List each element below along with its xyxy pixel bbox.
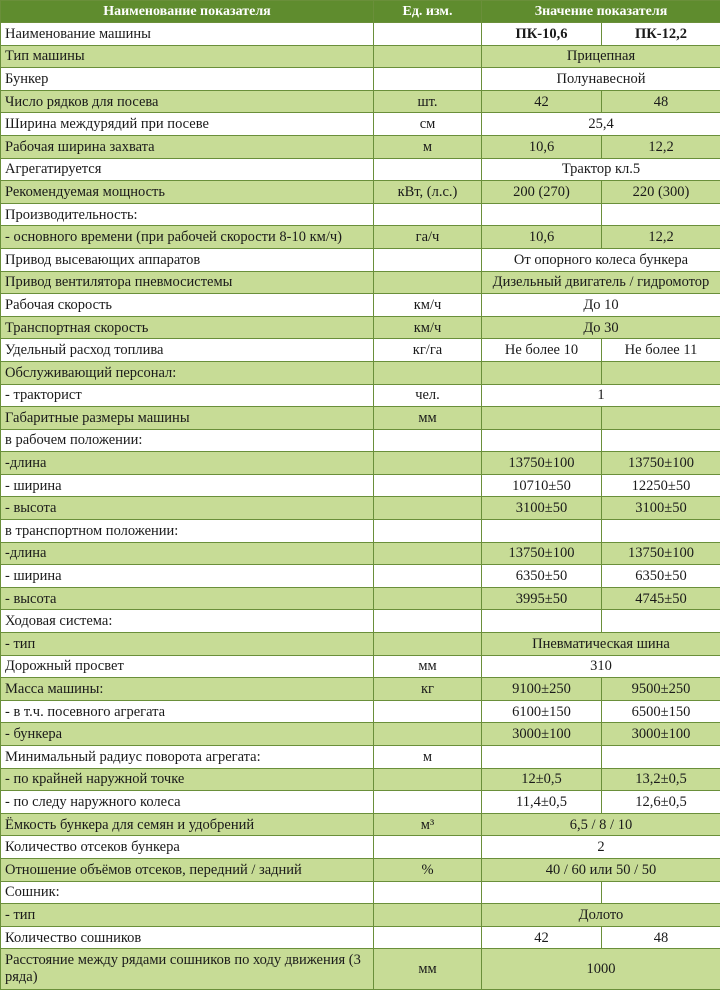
value-pk-12-2 bbox=[602, 429, 720, 452]
parameter-name: - по следу наружного колеса bbox=[1, 791, 374, 814]
unit-cell bbox=[374, 768, 482, 791]
parameter-name: - высота bbox=[1, 587, 374, 610]
value-pk-10-6: 3100±50 bbox=[482, 497, 602, 520]
table-row bbox=[1, 474, 720, 497]
value-merged: Трактор кл.5 bbox=[482, 158, 720, 181]
unit-cell bbox=[374, 520, 482, 543]
table-row bbox=[1, 226, 720, 249]
unit-cell: га/ч bbox=[374, 226, 482, 249]
table-row bbox=[1, 881, 720, 904]
parameter-name: в транспортном положении: bbox=[1, 520, 374, 543]
header-row bbox=[1, 1, 720, 23]
parameter-name: Минимальный радиус поворота агрегата: bbox=[1, 746, 374, 769]
table-row bbox=[1, 723, 720, 746]
unit-cell bbox=[374, 700, 482, 723]
value-pk-12-2: 12,6±0,5 bbox=[602, 791, 720, 814]
table-row bbox=[1, 339, 720, 362]
table-row bbox=[1, 68, 720, 91]
table-row bbox=[1, 294, 720, 317]
parameter-name: - высота bbox=[1, 497, 374, 520]
value-merged: Полунавесной bbox=[482, 68, 720, 91]
table-row bbox=[1, 926, 720, 949]
value-merged: 1000 bbox=[482, 949, 720, 990]
parameter-name: Дорожный просвет bbox=[1, 655, 374, 678]
table-row bbox=[1, 655, 720, 678]
value-merged: Прицепная bbox=[482, 45, 720, 68]
table-row bbox=[1, 542, 720, 565]
table-row bbox=[1, 407, 720, 430]
table-row bbox=[1, 858, 720, 881]
unit-cell bbox=[374, 633, 482, 656]
unit-cell bbox=[374, 452, 482, 475]
unit-cell bbox=[374, 904, 482, 927]
value-merged: Дизельный двигатель / гидромотор bbox=[482, 271, 720, 294]
unit-cell: кг/га bbox=[374, 339, 482, 362]
value-pk-12-2: 6350±50 bbox=[602, 565, 720, 588]
value-pk-10-6: 10710±50 bbox=[482, 474, 602, 497]
value-pk-12-2 bbox=[602, 361, 720, 384]
table-row bbox=[1, 361, 720, 384]
value-pk-10-6: 42 bbox=[482, 90, 602, 113]
value-pk-10-6 bbox=[482, 429, 602, 452]
value-pk-12-2 bbox=[602, 746, 720, 769]
value-pk-10-6: 13750±100 bbox=[482, 452, 602, 475]
parameter-name: Отношение объёмов отсеков, передний / задний bbox=[1, 858, 374, 881]
parameter-name: Обслуживающий персонал: bbox=[1, 361, 374, 384]
value-merged: От опорного колеса бункера bbox=[482, 248, 720, 271]
value-merged: 310 bbox=[482, 655, 720, 678]
value-pk-12-2 bbox=[602, 881, 720, 904]
value-pk-10-6 bbox=[482, 881, 602, 904]
value-pk-10-6: 42 bbox=[482, 926, 602, 949]
value-pk-12-2: 4745±50 bbox=[602, 587, 720, 610]
table-row bbox=[1, 610, 720, 633]
value-pk-12-2: 220 (300) bbox=[602, 181, 720, 204]
value-pk-12-2: 3000±100 bbox=[602, 723, 720, 746]
parameter-name: Бункер bbox=[1, 68, 374, 91]
unit-cell: м³ bbox=[374, 813, 482, 836]
table-row bbox=[1, 565, 720, 588]
table-row bbox=[1, 633, 720, 656]
table-row bbox=[1, 203, 720, 226]
parameter-name: - тип bbox=[1, 904, 374, 927]
value-pk-10-6 bbox=[482, 361, 602, 384]
parameter-name: Рекомендуемая мощность bbox=[1, 181, 374, 204]
unit-cell bbox=[374, 542, 482, 565]
value-merged: Пневматическая шина bbox=[482, 633, 720, 656]
parameter-name: - бункера bbox=[1, 723, 374, 746]
table-row bbox=[1, 384, 720, 407]
value-pk-10-6: Не более 10 bbox=[482, 339, 602, 362]
value-merged: 6,5 / 8 / 10 bbox=[482, 813, 720, 836]
unit-cell bbox=[374, 45, 482, 68]
value-merged: 40 / 60 или 50 / 50 bbox=[482, 858, 720, 881]
parameter-name: Количество отсеков бункера bbox=[1, 836, 374, 859]
header-name: Наименование показателя bbox=[1, 1, 374, 23]
value-pk-10-6: ПК-10,6 bbox=[482, 23, 602, 46]
parameter-name: - по крайней наружной точке bbox=[1, 768, 374, 791]
table-row bbox=[1, 678, 720, 701]
parameter-name: в рабочем положении: bbox=[1, 429, 374, 452]
parameter-name: Тип машины bbox=[1, 45, 374, 68]
unit-cell bbox=[374, 723, 482, 746]
table-row bbox=[1, 497, 720, 520]
value-pk-12-2 bbox=[602, 407, 720, 430]
table-row bbox=[1, 949, 720, 990]
value-pk-12-2: 3100±50 bbox=[602, 497, 720, 520]
unit-cell bbox=[374, 497, 482, 520]
parameter-name: -длина bbox=[1, 452, 374, 475]
table-row bbox=[1, 836, 720, 859]
parameter-name: Привод вентилятора пневмосистемы bbox=[1, 271, 374, 294]
parameter-name: Масса машины: bbox=[1, 678, 374, 701]
table-body bbox=[1, 23, 720, 990]
value-pk-12-2: 13750±100 bbox=[602, 452, 720, 475]
value-pk-10-6: 3995±50 bbox=[482, 587, 602, 610]
table-row bbox=[1, 23, 720, 46]
unit-cell: км/ч bbox=[374, 294, 482, 317]
unit-cell bbox=[374, 271, 482, 294]
table-row bbox=[1, 768, 720, 791]
value-pk-10-6: 10,6 bbox=[482, 135, 602, 158]
unit-cell bbox=[374, 836, 482, 859]
value-pk-12-2: ПК-12,2 bbox=[602, 23, 720, 46]
unit-cell: кВт, (л.с.) bbox=[374, 181, 482, 204]
value-pk-10-6: 3000±100 bbox=[482, 723, 602, 746]
table-row bbox=[1, 587, 720, 610]
value-merged: Долото bbox=[482, 904, 720, 927]
unit-cell: кг bbox=[374, 678, 482, 701]
parameter-name: Привод высевающих аппаратов bbox=[1, 248, 374, 271]
table-row bbox=[1, 90, 720, 113]
value-pk-12-2: 13750±100 bbox=[602, 542, 720, 565]
parameter-name: Наименование машины bbox=[1, 23, 374, 46]
parameter-name: - тип bbox=[1, 633, 374, 656]
table-row bbox=[1, 113, 720, 136]
value-pk-12-2 bbox=[602, 610, 720, 633]
value-merged: 25,4 bbox=[482, 113, 720, 136]
table-row bbox=[1, 791, 720, 814]
value-pk-10-6: 6350±50 bbox=[482, 565, 602, 588]
value-pk-12-2: 12,2 bbox=[602, 135, 720, 158]
table-row bbox=[1, 700, 720, 723]
value-pk-12-2: 13,2±0,5 bbox=[602, 768, 720, 791]
table-row bbox=[1, 813, 720, 836]
table-row bbox=[1, 746, 720, 769]
unit-cell bbox=[374, 474, 482, 497]
unit-cell: шт. bbox=[374, 90, 482, 113]
value-pk-10-6 bbox=[482, 746, 602, 769]
parameter-name: - ширина bbox=[1, 474, 374, 497]
unit-cell: км/ч bbox=[374, 316, 482, 339]
parameter-name: Габаритные размеры машины bbox=[1, 407, 374, 430]
unit-cell bbox=[374, 565, 482, 588]
value-pk-10-6: 13750±100 bbox=[482, 542, 602, 565]
value-pk-12-2: Не более 11 bbox=[602, 339, 720, 362]
value-pk-12-2: 9500±250 bbox=[602, 678, 720, 701]
table-row bbox=[1, 248, 720, 271]
parameter-name: Агрегатируется bbox=[1, 158, 374, 181]
parameter-name: - основного времени (при рабочей скорости 8-10 км/ч) bbox=[1, 226, 374, 249]
unit-cell bbox=[374, 203, 482, 226]
value-pk-10-6: 200 (270) bbox=[482, 181, 602, 204]
unit-cell bbox=[374, 791, 482, 814]
value-pk-12-2: 12,2 bbox=[602, 226, 720, 249]
table-row bbox=[1, 181, 720, 204]
parameter-name: Производительность: bbox=[1, 203, 374, 226]
table-row bbox=[1, 316, 720, 339]
parameter-name: Сошник: bbox=[1, 881, 374, 904]
table-row bbox=[1, 135, 720, 158]
unit-cell bbox=[374, 587, 482, 610]
parameter-name: - тракторист bbox=[1, 384, 374, 407]
value-merged: До 10 bbox=[482, 294, 720, 317]
value-pk-12-2 bbox=[602, 520, 720, 543]
unit-cell bbox=[374, 610, 482, 633]
parameter-name: Расстояние между рядами сошников по ходу движения (3 ряда) bbox=[1, 949, 374, 990]
value-pk-10-6 bbox=[482, 520, 602, 543]
parameter-name: - в т.ч. посевного агрегата bbox=[1, 700, 374, 723]
parameter-name: - ширина bbox=[1, 565, 374, 588]
value-pk-10-6 bbox=[482, 407, 602, 430]
table-header bbox=[1, 1, 720, 23]
value-pk-12-2: 48 bbox=[602, 90, 720, 113]
table-row bbox=[1, 452, 720, 475]
unit-cell: чел. bbox=[374, 384, 482, 407]
table-row bbox=[1, 45, 720, 68]
parameter-name: Ширина междурядий при посеве bbox=[1, 113, 374, 136]
value-pk-10-6: 11,4±0,5 bbox=[482, 791, 602, 814]
table-row bbox=[1, 904, 720, 927]
parameter-name: -длина bbox=[1, 542, 374, 565]
value-pk-12-2: 12250±50 bbox=[602, 474, 720, 497]
value-merged: 1 bbox=[482, 384, 720, 407]
parameter-name: Число рядков для посева bbox=[1, 90, 374, 113]
unit-cell: мм bbox=[374, 949, 482, 990]
unit-cell bbox=[374, 361, 482, 384]
value-pk-12-2: 48 bbox=[602, 926, 720, 949]
parameter-name: Рабочая скорость bbox=[1, 294, 374, 317]
parameter-name: Рабочая ширина захвата bbox=[1, 135, 374, 158]
unit-cell: мм bbox=[374, 655, 482, 678]
table-row bbox=[1, 429, 720, 452]
unit-cell bbox=[374, 23, 482, 46]
unit-cell: м bbox=[374, 135, 482, 158]
parameter-name: Ходовая система: bbox=[1, 610, 374, 633]
header-value: Значение показателя bbox=[482, 1, 720, 23]
parameter-name: Ёмкость бункера для семян и удобрений bbox=[1, 813, 374, 836]
unit-cell bbox=[374, 158, 482, 181]
table-row bbox=[1, 520, 720, 543]
unit-cell bbox=[374, 429, 482, 452]
unit-cell: м bbox=[374, 746, 482, 769]
unit-cell: мм bbox=[374, 407, 482, 430]
unit-cell bbox=[374, 881, 482, 904]
unit-cell: см bbox=[374, 113, 482, 136]
unit-cell bbox=[374, 248, 482, 271]
unit-cell: % bbox=[374, 858, 482, 881]
value-merged: До 30 bbox=[482, 316, 720, 339]
value-merged: 2 bbox=[482, 836, 720, 859]
parameter-name: Транспортная скорость bbox=[1, 316, 374, 339]
unit-cell bbox=[374, 68, 482, 91]
table-row bbox=[1, 158, 720, 181]
value-pk-12-2: 6500±150 bbox=[602, 700, 720, 723]
value-pk-12-2 bbox=[602, 203, 720, 226]
header-unit: Ед. изм. bbox=[374, 1, 482, 23]
value-pk-10-6: 9100±250 bbox=[482, 678, 602, 701]
parameter-name: Удельный расход топлива bbox=[1, 339, 374, 362]
value-pk-10-6 bbox=[482, 610, 602, 633]
value-pk-10-6: 6100±150 bbox=[482, 700, 602, 723]
value-pk-10-6 bbox=[482, 203, 602, 226]
table-row bbox=[1, 271, 720, 294]
value-pk-10-6: 10,6 bbox=[482, 226, 602, 249]
unit-cell bbox=[374, 926, 482, 949]
parameter-name: Количество сошников bbox=[1, 926, 374, 949]
value-pk-10-6: 12±0,5 bbox=[482, 768, 602, 791]
